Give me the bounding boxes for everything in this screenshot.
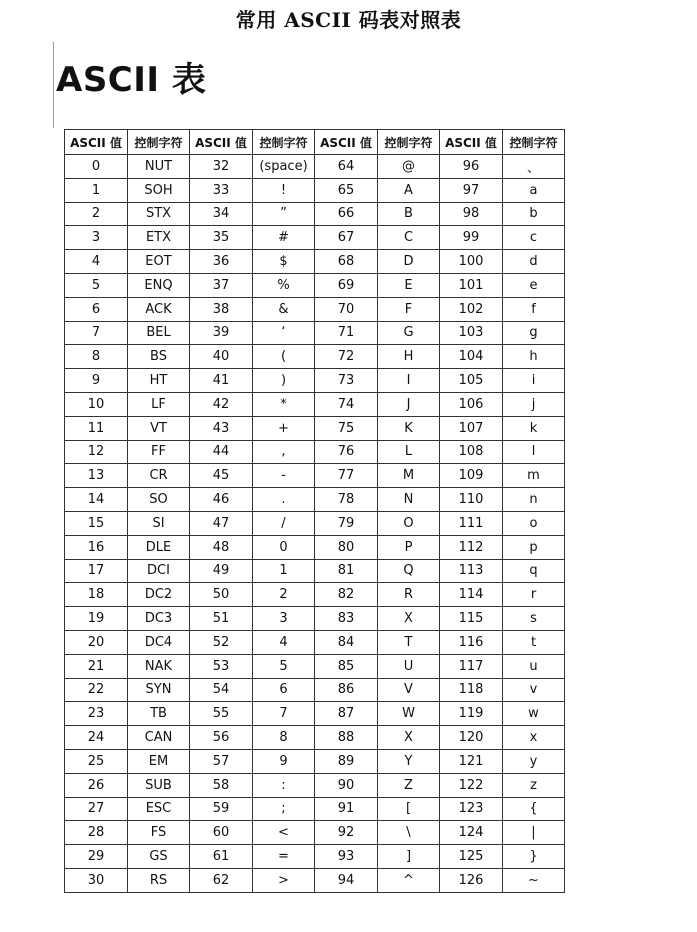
table-row — [65, 392, 565, 416]
header-control-char: 控制字符 — [253, 130, 315, 155]
control-char-cell: + — [253, 416, 315, 440]
ascii-value-cell: 34 — [190, 202, 253, 226]
control-char-cell: FS — [128, 821, 190, 845]
ascii-value-cell: 52 — [190, 630, 253, 654]
table-row — [65, 488, 565, 512]
ascii-value-cell: 23 — [65, 702, 128, 726]
ascii-value-cell: 11 — [65, 416, 128, 440]
control-char-cell: d — [503, 250, 565, 274]
ascii-value-cell: 75 — [315, 416, 378, 440]
control-char-cell: SOH — [128, 178, 190, 202]
ascii-value-cell: 45 — [190, 464, 253, 488]
control-char-cell: SO — [128, 488, 190, 512]
ascii-value-cell: 7 — [65, 321, 128, 345]
header-control-char: 控制字符 — [128, 130, 190, 155]
control-char-cell: g — [503, 321, 565, 345]
table-row — [65, 511, 565, 535]
table-row — [65, 250, 565, 274]
ascii-value-cell: 3 — [65, 226, 128, 250]
control-char-cell: DC2 — [128, 583, 190, 607]
control-char-cell: $ — [253, 250, 315, 274]
control-char-cell: F — [378, 297, 440, 321]
header-control-char: 控制字符 — [503, 130, 565, 155]
control-char-cell: BS — [128, 345, 190, 369]
ascii-value-cell: 106 — [440, 392, 503, 416]
header-control-char: 控制字符 — [378, 130, 440, 155]
ascii-value-cell: 72 — [315, 345, 378, 369]
control-char-cell: m — [503, 464, 565, 488]
control-char-cell: ETX — [128, 226, 190, 250]
ascii-value-cell: 50 — [190, 583, 253, 607]
control-char-cell: Y — [378, 749, 440, 773]
control-char-cell: ) — [253, 369, 315, 393]
control-char-cell: DLE — [128, 535, 190, 559]
ascii-value-cell: 58 — [190, 773, 253, 797]
control-char-cell: p — [503, 535, 565, 559]
control-char-cell: BEL — [128, 321, 190, 345]
table-row — [65, 155, 565, 179]
ascii-value-cell: 124 — [440, 821, 503, 845]
control-char-cell: HT — [128, 369, 190, 393]
control-char-cell: D — [378, 250, 440, 274]
control-char-cell: / — [253, 511, 315, 535]
ascii-value-cell: 55 — [190, 702, 253, 726]
control-char-cell: 0 — [253, 535, 315, 559]
control-char-cell: t — [503, 630, 565, 654]
ascii-value-cell: 69 — [315, 273, 378, 297]
ascii-value-cell: 0 — [65, 155, 128, 179]
control-char-cell: A — [378, 178, 440, 202]
header-ascii-value: ASCII 值 — [315, 130, 378, 155]
table-row — [65, 559, 565, 583]
control-char-cell: ~ — [503, 868, 565, 892]
ascii-value-cell: 82 — [315, 583, 378, 607]
ascii-value-cell: 121 — [440, 749, 503, 773]
ascii-value-cell: 76 — [315, 440, 378, 464]
control-char-cell: @ — [378, 155, 440, 179]
control-char-cell: (space) — [253, 155, 315, 179]
ascii-value-cell: 33 — [190, 178, 253, 202]
ascii-value-cell: 9 — [65, 369, 128, 393]
document-title: 常用 ASCII 码表对照表 — [235, 8, 462, 32]
control-char-cell: EM — [128, 749, 190, 773]
ascii-value-cell: 98 — [440, 202, 503, 226]
ascii-value-cell: 102 — [440, 297, 503, 321]
ascii-value-cell: 35 — [190, 226, 253, 250]
ascii-value-cell: 68 — [315, 250, 378, 274]
ascii-value-cell: 80 — [315, 535, 378, 559]
table-row — [65, 821, 565, 845]
control-char-cell: # — [253, 226, 315, 250]
ascii-value-cell: 79 — [315, 511, 378, 535]
header-ascii-value: ASCII 值 — [440, 130, 503, 155]
control-char-cell: u — [503, 654, 565, 678]
ascii-value-cell: 74 — [315, 392, 378, 416]
ascii-value-cell: 28 — [65, 821, 128, 845]
control-char-cell: l — [503, 440, 565, 464]
control-char-cell: NUT — [128, 155, 190, 179]
ascii-value-cell: 19 — [65, 607, 128, 631]
control-char-cell: RS — [128, 868, 190, 892]
ascii-value-cell: 126 — [440, 868, 503, 892]
control-char-cell: T — [378, 630, 440, 654]
ascii-value-cell: 116 — [440, 630, 503, 654]
ascii-value-cell: 115 — [440, 607, 503, 631]
control-char-cell: k — [503, 416, 565, 440]
control-char-cell: L — [378, 440, 440, 464]
table-row — [65, 868, 565, 892]
ascii-value-cell: 85 — [315, 654, 378, 678]
control-char-cell: 1 — [253, 559, 315, 583]
control-char-cell: 2 — [253, 583, 315, 607]
control-char-cell: CAN — [128, 726, 190, 750]
control-char-cell: > — [253, 868, 315, 892]
ascii-value-cell: 1 — [65, 178, 128, 202]
ascii-table — [64, 129, 565, 893]
ascii-value-cell: 64 — [315, 155, 378, 179]
control-char-cell: W — [378, 702, 440, 726]
ascii-value-cell: 119 — [440, 702, 503, 726]
ascii-value-cell: 70 — [315, 297, 378, 321]
control-char-cell: DC4 — [128, 630, 190, 654]
ascii-value-cell: 97 — [440, 178, 503, 202]
control-char-cell: SYN — [128, 678, 190, 702]
control-char-cell: y — [503, 749, 565, 773]
ascii-value-cell: 81 — [315, 559, 378, 583]
control-char-cell: SUB — [128, 773, 190, 797]
control-char-cell: f — [503, 297, 565, 321]
ascii-value-cell: 109 — [440, 464, 503, 488]
table-row — [65, 369, 565, 393]
table-row — [65, 678, 565, 702]
control-char-cell: NAK — [128, 654, 190, 678]
ascii-value-cell: 92 — [315, 821, 378, 845]
ascii-value-cell: 122 — [440, 773, 503, 797]
ascii-value-cell: 48 — [190, 535, 253, 559]
ascii-value-cell: 112 — [440, 535, 503, 559]
control-char-cell: TB — [128, 702, 190, 726]
control-char-cell: STX — [128, 202, 190, 226]
table-row — [65, 630, 565, 654]
control-char-cell: DCI — [128, 559, 190, 583]
ascii-value-cell: 40 — [190, 345, 253, 369]
control-char-cell: EOT — [128, 250, 190, 274]
control-char-cell: { — [503, 797, 565, 821]
control-char-cell: . — [253, 488, 315, 512]
table-row — [65, 773, 565, 797]
ascii-value-cell: 13 — [65, 464, 128, 488]
ascii-value-cell: 47 — [190, 511, 253, 535]
control-char-cell: q — [503, 559, 565, 583]
ascii-value-cell: 10 — [65, 392, 128, 416]
ascii-value-cell: 27 — [65, 797, 128, 821]
table-header-row — [65, 130, 565, 155]
table-row — [65, 654, 565, 678]
control-char-cell: CR — [128, 464, 190, 488]
ascii-value-cell: 101 — [440, 273, 503, 297]
control-char-cell: o — [503, 511, 565, 535]
control-char-cell: 4 — [253, 630, 315, 654]
ascii-value-cell: 123 — [440, 797, 503, 821]
ascii-value-cell: 39 — [190, 321, 253, 345]
ascii-value-cell: 99 — [440, 226, 503, 250]
table-row — [65, 226, 565, 250]
control-char-cell: s — [503, 607, 565, 631]
ascii-value-cell: 66 — [315, 202, 378, 226]
control-char-cell: * — [253, 392, 315, 416]
control-char-cell: J — [378, 392, 440, 416]
ascii-value-cell: 46 — [190, 488, 253, 512]
table-body — [65, 155, 565, 893]
ascii-value-cell: 78 — [315, 488, 378, 512]
control-char-cell: ‘ — [253, 321, 315, 345]
control-char-cell: \ — [378, 821, 440, 845]
control-char-cell: ENQ — [128, 273, 190, 297]
ascii-value-cell: 103 — [440, 321, 503, 345]
ascii-value-cell: 44 — [190, 440, 253, 464]
control-char-cell: B — [378, 202, 440, 226]
ascii-value-cell: 89 — [315, 749, 378, 773]
control-char-cell: C — [378, 226, 440, 250]
control-char-cell: V — [378, 678, 440, 702]
table-row — [65, 607, 565, 631]
control-char-cell: ” — [253, 202, 315, 226]
table-row — [65, 583, 565, 607]
ascii-value-cell: 96 — [440, 155, 503, 179]
control-char-cell: P — [378, 535, 440, 559]
ascii-value-cell: 104 — [440, 345, 503, 369]
table-row — [65, 464, 565, 488]
control-char-cell: R — [378, 583, 440, 607]
ascii-value-cell: 32 — [190, 155, 253, 179]
table-row — [65, 202, 565, 226]
ascii-value-cell: 4 — [65, 250, 128, 274]
ascii-value-cell: 65 — [315, 178, 378, 202]
control-char-cell: SI — [128, 511, 190, 535]
table-row — [65, 321, 565, 345]
ascii-value-cell: 86 — [315, 678, 378, 702]
control-char-cell: [ — [378, 797, 440, 821]
header-ascii-value: ASCII 值 — [190, 130, 253, 155]
ascii-value-cell: 87 — [315, 702, 378, 726]
ascii-value-cell: 30 — [65, 868, 128, 892]
ascii-value-cell: 110 — [440, 488, 503, 512]
control-char-cell: ^ — [378, 868, 440, 892]
table-row — [65, 797, 565, 821]
ascii-value-cell: 57 — [190, 749, 253, 773]
control-char-cell: x — [503, 726, 565, 750]
ascii-value-cell: 73 — [315, 369, 378, 393]
table-row — [65, 440, 565, 464]
control-char-cell: N — [378, 488, 440, 512]
ascii-value-cell: 117 — [440, 654, 503, 678]
ascii-value-cell: 24 — [65, 726, 128, 750]
control-char-cell: h — [503, 345, 565, 369]
ascii-value-cell: 12 — [65, 440, 128, 464]
ascii-value-cell: 37 — [190, 273, 253, 297]
control-char-cell: FF — [128, 440, 190, 464]
control-char-cell: VT — [128, 416, 190, 440]
ascii-value-cell: 16 — [65, 535, 128, 559]
ascii-value-cell: 100 — [440, 250, 503, 274]
ascii-value-cell: 51 — [190, 607, 253, 631]
control-char-cell: 5 — [253, 654, 315, 678]
ascii-value-cell: 71 — [315, 321, 378, 345]
section-heading: ASCII 表 — [56, 60, 207, 100]
control-char-cell: & — [253, 297, 315, 321]
ascii-value-cell: 91 — [315, 797, 378, 821]
control-char-cell: I — [378, 369, 440, 393]
ascii-value-cell: 114 — [440, 583, 503, 607]
ascii-value-cell: 49 — [190, 559, 253, 583]
ascii-value-cell: 108 — [440, 440, 503, 464]
control-char-cell: H — [378, 345, 440, 369]
ascii-value-cell: 118 — [440, 678, 503, 702]
ascii-value-cell: 26 — [65, 773, 128, 797]
control-char-cell: w — [503, 702, 565, 726]
control-char-cell: ; — [253, 797, 315, 821]
ascii-value-cell: 36 — [190, 250, 253, 274]
control-char-cell: e — [503, 273, 565, 297]
control-char-cell: Q — [378, 559, 440, 583]
control-char-cell: ESC — [128, 797, 190, 821]
ascii-value-cell: 18 — [65, 583, 128, 607]
control-char-cell: 、 — [503, 155, 565, 179]
control-char-cell: j — [503, 392, 565, 416]
ascii-value-cell: 54 — [190, 678, 253, 702]
table-row — [65, 345, 565, 369]
table-row — [65, 178, 565, 202]
ascii-value-cell: 43 — [190, 416, 253, 440]
control-char-cell: U — [378, 654, 440, 678]
control-char-cell: K — [378, 416, 440, 440]
control-char-cell: LF — [128, 392, 190, 416]
ascii-value-cell: 113 — [440, 559, 503, 583]
ascii-value-cell: 94 — [315, 868, 378, 892]
ascii-value-cell: 15 — [65, 511, 128, 535]
control-char-cell: Z — [378, 773, 440, 797]
table-row — [65, 297, 565, 321]
ascii-value-cell: 83 — [315, 607, 378, 631]
ascii-value-cell: 53 — [190, 654, 253, 678]
ascii-value-cell: 60 — [190, 821, 253, 845]
control-char-cell: ( — [253, 345, 315, 369]
ascii-value-cell: 2 — [65, 202, 128, 226]
control-char-cell: % — [253, 273, 315, 297]
control-char-cell: G — [378, 321, 440, 345]
control-char-cell: i — [503, 369, 565, 393]
ascii-value-cell: 120 — [440, 726, 503, 750]
control-char-cell: 3 — [253, 607, 315, 631]
control-char-cell: , — [253, 440, 315, 464]
ascii-value-cell: 93 — [315, 845, 378, 869]
control-char-cell: n — [503, 488, 565, 512]
ascii-value-cell: 41 — [190, 369, 253, 393]
ascii-value-cell: 42 — [190, 392, 253, 416]
control-char-cell: X — [378, 726, 440, 750]
control-char-cell: X — [378, 607, 440, 631]
control-char-cell: r — [503, 583, 565, 607]
margin-rule — [53, 42, 54, 128]
table-row — [65, 749, 565, 773]
ascii-value-cell: 125 — [440, 845, 503, 869]
ascii-value-cell: 88 — [315, 726, 378, 750]
control-char-cell: b — [503, 202, 565, 226]
ascii-value-cell: 25 — [65, 749, 128, 773]
control-char-cell: } — [503, 845, 565, 869]
ascii-value-cell: 21 — [65, 654, 128, 678]
control-char-cell: E — [378, 273, 440, 297]
ascii-value-cell: 56 — [190, 726, 253, 750]
control-char-cell: | — [503, 821, 565, 845]
ascii-value-cell: 105 — [440, 369, 503, 393]
control-char-cell: GS — [128, 845, 190, 869]
control-char-cell: : — [253, 773, 315, 797]
table-row — [65, 273, 565, 297]
header-ascii-value: ASCII 值 — [65, 130, 128, 155]
ascii-value-cell: 59 — [190, 797, 253, 821]
ascii-value-cell: 61 — [190, 845, 253, 869]
control-char-cell: ! — [253, 178, 315, 202]
control-char-cell: 8 — [253, 726, 315, 750]
control-char-cell: a — [503, 178, 565, 202]
ascii-value-cell: 5 — [65, 273, 128, 297]
ascii-value-cell: 8 — [65, 345, 128, 369]
table-row — [65, 416, 565, 440]
control-char-cell: M — [378, 464, 440, 488]
ascii-value-cell: 22 — [65, 678, 128, 702]
ascii-value-cell: 77 — [315, 464, 378, 488]
ascii-value-cell: 90 — [315, 773, 378, 797]
ascii-value-cell: 38 — [190, 297, 253, 321]
table-row — [65, 726, 565, 750]
ascii-value-cell: 6 — [65, 297, 128, 321]
control-char-cell: v — [503, 678, 565, 702]
control-char-cell: 6 — [253, 678, 315, 702]
control-char-cell: DC3 — [128, 607, 190, 631]
table-row — [65, 702, 565, 726]
ascii-value-cell: 107 — [440, 416, 503, 440]
ascii-value-cell: 14 — [65, 488, 128, 512]
table-row — [65, 845, 565, 869]
ascii-value-cell: 20 — [65, 630, 128, 654]
ascii-value-cell: 62 — [190, 868, 253, 892]
ascii-value-cell: 67 — [315, 226, 378, 250]
ascii-value-cell: 17 — [65, 559, 128, 583]
ascii-value-cell: 84 — [315, 630, 378, 654]
control-char-cell: < — [253, 821, 315, 845]
control-char-cell: ACK — [128, 297, 190, 321]
control-char-cell: O — [378, 511, 440, 535]
control-char-cell: = — [253, 845, 315, 869]
control-char-cell: 7 — [253, 702, 315, 726]
ascii-value-cell: 111 — [440, 511, 503, 535]
control-char-cell: c — [503, 226, 565, 250]
control-char-cell: z — [503, 773, 565, 797]
control-char-cell: - — [253, 464, 315, 488]
control-char-cell: ] — [378, 845, 440, 869]
control-char-cell: 9 — [253, 749, 315, 773]
ascii-value-cell: 29 — [65, 845, 128, 869]
table-row — [65, 535, 565, 559]
